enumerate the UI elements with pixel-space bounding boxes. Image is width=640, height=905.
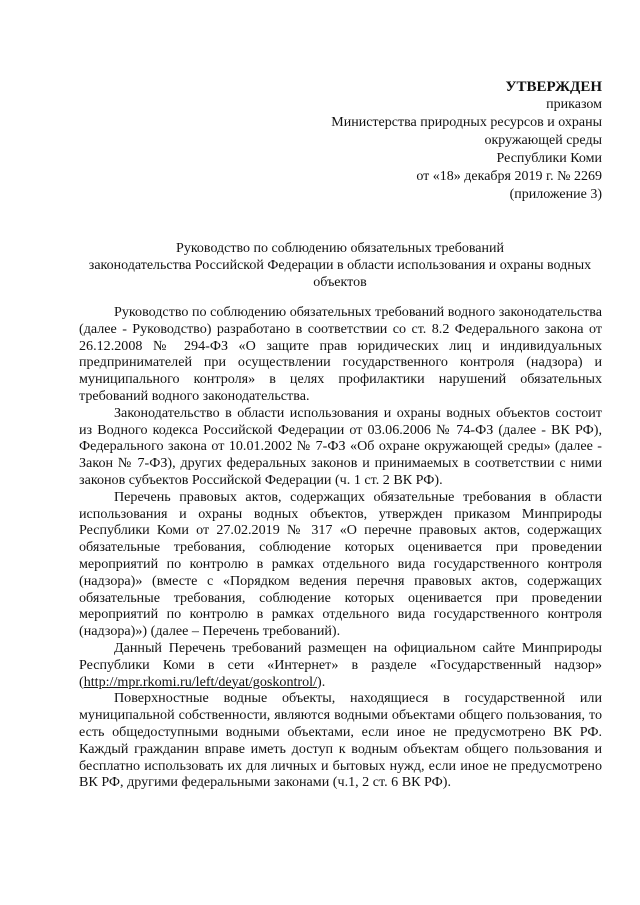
approval-line-date-number: от «18» декабря 2019 г. № 2269	[416, 169, 602, 184]
document-title-line: объектов	[313, 275, 367, 290]
document-body	[79, 304, 602, 791]
paragraph-website-tail: ).	[317, 673, 326, 690]
paragraph-public-water-bodies: Поверхностные водные объекты, находящиеся в государственной или муниципальной собственности, являются водными объектами общего пользования, то есть общедоступными водными объектами, если иное не предусмотрено ВК РФ. Каждый гражданин вправе иметь доступ к водным объектам общего пользования и бесплатно использовать их для личных и бытовых нужд, если иное не предусмотрено ВК РФ, другими федеральными законами (ч.1, 2 ст. 6 ВК РФ).	[79, 690, 602, 791]
document-title-line: законодательства Российской Федерации в области использования и охраны водных	[88, 258, 592, 273]
approval-line-appendix: (приложение 3)	[509, 187, 602, 202]
approval-line-ministry: Министерства природных ресурсов и охраны	[331, 115, 602, 130]
approval-block	[331, 78, 602, 204]
approval-line-republic: Республики Коми	[496, 151, 602, 166]
paragraph-acts-list: Перечень правовых актов, содержащих обязательные требования в области использования и охраны водных объектов, утвержден приказом Минприроды Республики Коми от 27.02.2019 № 317 «О перечне правовых актов, содержащих обязательные требования, соблюдение которых оценивается при проведении мероприятий по контролю в рамках отдельного вида государственного контроля (надзора)» (вместе с «Порядком ведения перечня правовых актов, содержащих обязательные требования, соблюдение которых оценивается при проведении мероприятий по контролю в рамках отдельного вида государственного контроля (надзора)») (далее – Перечень требований).	[79, 488, 602, 640]
approval-line-environment: окружающей среды	[484, 133, 602, 148]
document-title	[80, 240, 600, 291]
paragraph-website	[79, 640, 602, 690]
paragraph-legislation: Законодательство в области использования и охраны водных объектов состоит из Водного кодекса Российской Федерации от 03.06.2006 № 74-ФЗ (далее - ВК РФ), Федерального закона от 10.01.2002 № 7-ФЗ «Об охране окружающей среды» (далее - Закон № 7-ФЗ), других федеральных законов и принимаемых в соответствии с ними законов субъектов Российской Федерации (ч. 1 ст. 2 ВК РФ).	[79, 404, 602, 488]
goskontrol-link[interactable]: http://mpr.rkomi.ru/left/deyat/goskontrol/	[83, 673, 318, 690]
paragraph-website-text: Данный Перечень требований размещен на официальном сайте Минприроды Республики Коми в сети «Интернет» в разделе «Государственный надзор» (	[79, 639, 602, 690]
document-title-line: Руководство по соблюдению обязательных требований	[176, 241, 504, 256]
paragraph-purpose: Руководство по соблюдению обязательных требований водного законодательства (далее - Руководство) разработано в соответствии со ст. 8.2 Федерального закона от 26.12.2008 № 294-ФЗ «О защите прав юридических лиц и индивидуальных предпринимателей при осуществлении государственного контроля (надзора) и муниципального контроля» в целях профилактики нарушений обязательных требований водного законодательства.	[79, 304, 602, 404]
approval-line-order: приказом	[546, 97, 602, 112]
approval-heading: УТВЕРЖДЕН	[505, 79, 602, 95]
